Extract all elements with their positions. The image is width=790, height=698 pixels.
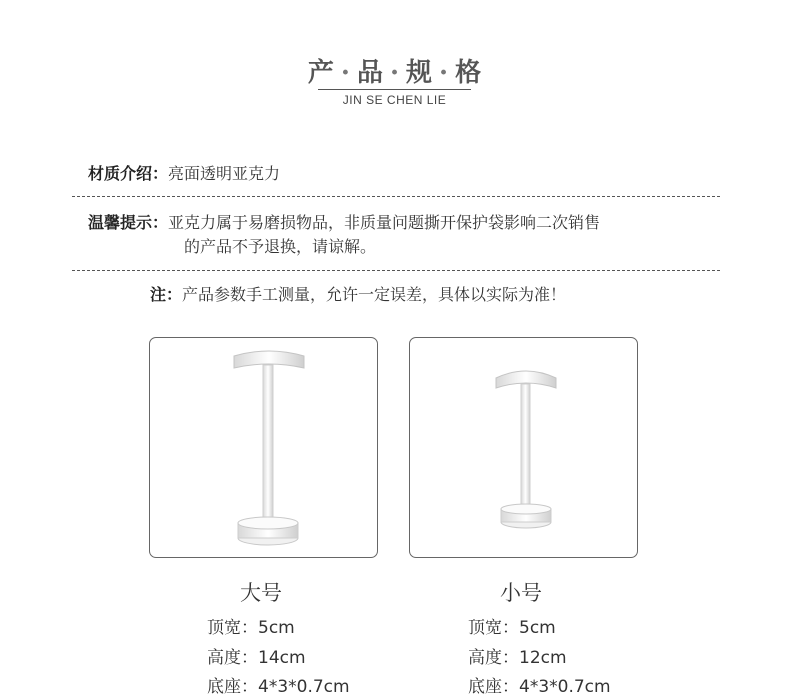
page-subtitle: JIN SE CHEN LIE — [318, 89, 471, 107]
spec-row — [207, 647, 306, 669]
spec-value: 5cm — [519, 618, 556, 638]
spec-label: 顶宽： — [207, 618, 258, 638]
tip-row — [88, 211, 600, 235]
spec-label: 高度： — [468, 648, 519, 668]
tip-line-1: 亚克力属于易磨损物品，非质量问题撕开保护袋影响二次销售 — [168, 213, 601, 232]
material-row — [88, 162, 280, 186]
spec-label: 底座： — [207, 677, 258, 697]
spec-value: 5cm — [258, 618, 295, 638]
spec-value: 4*3*0.7cm — [519, 677, 611, 697]
title-char: 产 — [307, 58, 335, 88]
note-value: 产品参数手工测量，允许一定误差，具体以实际为准！ — [182, 285, 567, 304]
spec-label: 高度： — [207, 648, 258, 668]
acrylic-stand-large-illustration — [150, 338, 377, 557]
title-char: 规 — [406, 58, 434, 88]
spec-row — [207, 617, 295, 639]
title-char: 品 — [356, 58, 384, 88]
note-label: 注： — [150, 285, 183, 304]
divider — [72, 270, 720, 271]
spec-value: 14cm — [258, 648, 306, 668]
title-separator: · — [389, 58, 401, 88]
title-separator: · — [439, 58, 450, 88]
acrylic-stand-small-illustration — [410, 338, 637, 557]
spec-row — [468, 617, 556, 639]
size-name-large: 大号 — [240, 581, 282, 605]
tip-line-2: 的产品不予退换，请谅解。 — [184, 237, 377, 256]
spec-value: 12cm — [519, 648, 567, 668]
spec-value: 4*3*0.7cm — [258, 677, 350, 697]
product-image-large — [149, 337, 378, 558]
title-char: 格 — [455, 58, 483, 88]
spec-label: 顶宽： — [468, 618, 519, 638]
spec-row — [207, 676, 350, 698]
spec-label: 底座： — [468, 677, 519, 697]
tip-row-continued — [184, 235, 376, 259]
material-value: 亮面透明亚克力 — [168, 164, 281, 183]
page-title — [0, 52, 790, 89]
tip-label: 温馨提示： — [88, 213, 169, 232]
size-name-small: 小号 — [500, 581, 542, 605]
spec-row — [468, 647, 567, 669]
product-image-small — [409, 337, 638, 558]
title-separator: · — [340, 58, 351, 88]
material-label: 材质介绍： — [88, 164, 169, 183]
note-row — [150, 283, 566, 307]
spec-row — [468, 676, 611, 698]
divider — [72, 196, 720, 197]
